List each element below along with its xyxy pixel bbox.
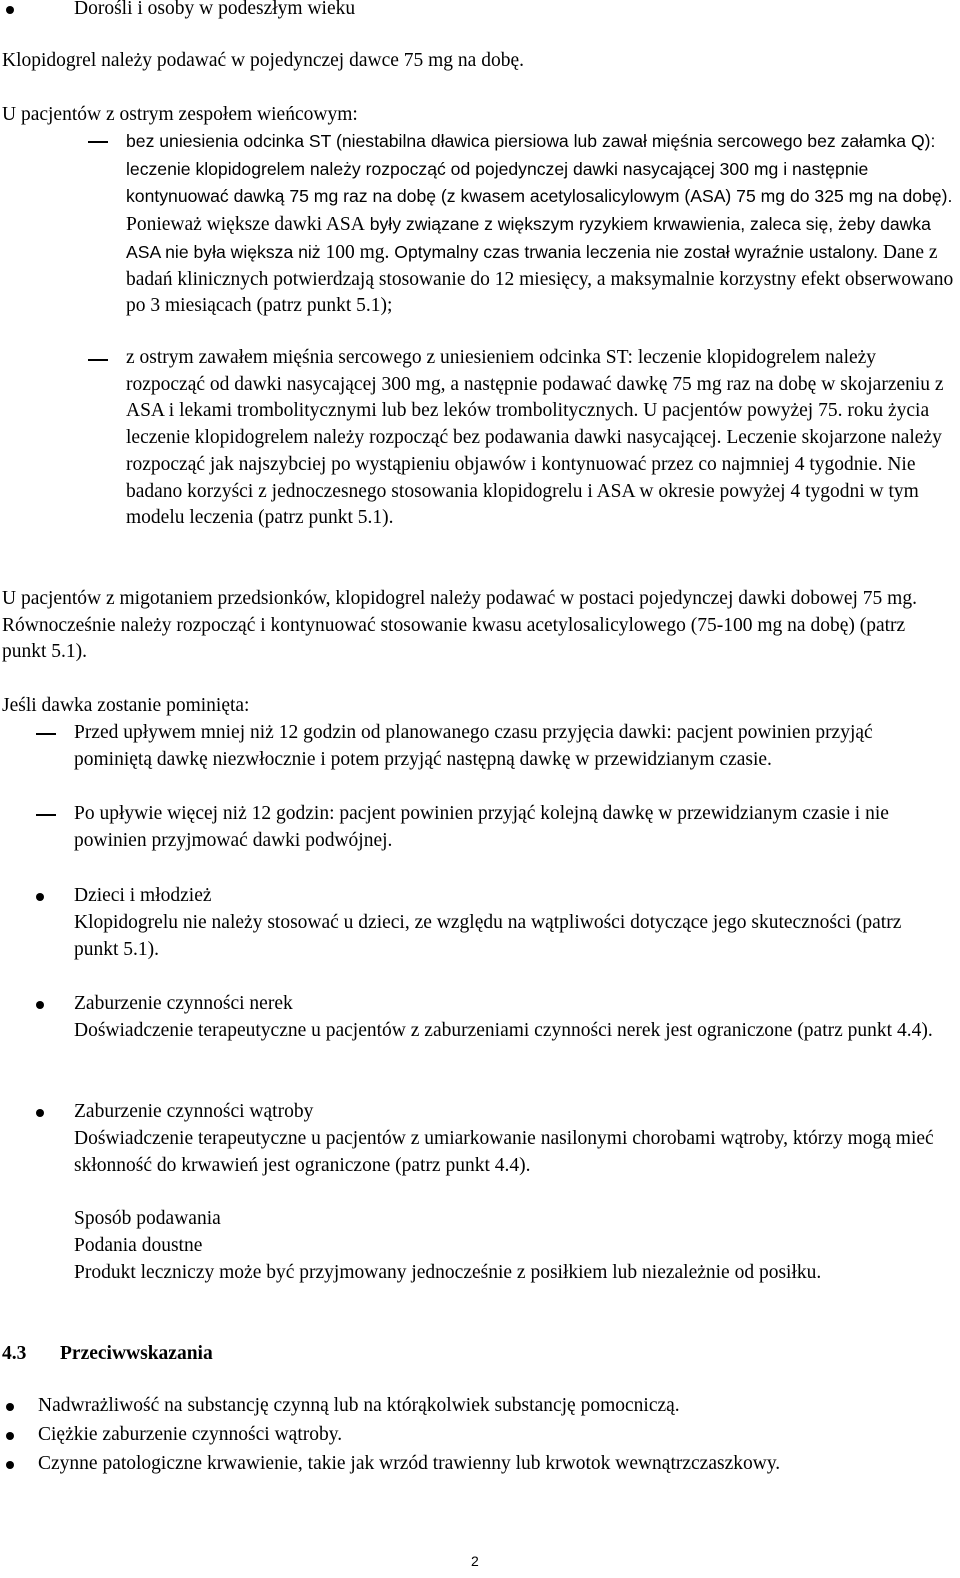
page-number: 2: [471, 1553, 479, 1569]
bullet-icon: [36, 893, 44, 901]
bullet-icon: [6, 1403, 14, 1411]
acs-intro: U pacjentów z ostrym zespołem wieńcowym:: [2, 104, 358, 125]
administration-route: Podania doustne: [74, 1235, 203, 1256]
hepatic-heading: Zaburzenie czynności wątroby: [74, 1101, 314, 1122]
section-title: Przeciwwskazania: [60, 1343, 213, 1364]
children-text: Klopidogrelu nie należy stosować u dzieci, ze względu na wątpliwości dotyczące jego skuteczności (patrz punkt 5.1).: [74, 912, 902, 960]
acs-item-nstemi: [126, 128, 954, 320]
dash-icon: [36, 733, 56, 735]
bullet-icon: [6, 6, 14, 14]
acs-item1-text-b: Ponieważ większe dawki ASA: [126, 214, 365, 236]
dash-icon: [88, 141, 108, 143]
contraindication-item: Nadwrażliwość na substancję czynną lub na którąkolwiek substancję pomocniczą.: [38, 1395, 680, 1416]
acs-item1-text-d: 100 mg.: [320, 241, 390, 263]
adult-dose-text: Klopidogrel należy podawać w pojedynczej dawce 75 mg na dobę.: [2, 50, 524, 71]
adults-heading: Dorośli i osoby w podeszłym wieku: [74, 0, 356, 19]
bullet-icon: [6, 1432, 14, 1440]
contraindication-item: Ciężkie zaburzenie czynności wątroby.: [38, 1424, 343, 1445]
missed-dose-item-2: Po upływie więcej niż 12 godzin: pacjent powinien przyjąć kolejną dawkę w przewidzianym czasie i nie powinien przyjmować dawki podwójnej.: [74, 803, 889, 851]
af-paragraph: U pacjentów z migotaniem przedsionków, klopidogrel należy podawać w postaci pojedynczej dawki dobowej 75 mg. Równocześnie należy rozpocząć i kontynuować stosowanie kwasu acetylosalicylowego (75-100 mg na dobę) (patrz punkt 5.1).: [2, 588, 917, 663]
administration-heading: Sposób podawania: [74, 1208, 221, 1229]
bullet-icon: [6, 1461, 14, 1469]
contraindication-item: Czynne patologiczne krwawienie, takie jak wrzód trawienny lub krwotok wewnątrzczaszkowy.: [38, 1453, 781, 1474]
bullet-icon: [36, 1001, 44, 1009]
hepatic-text: Doświadczenie terapeutyczne u pacjentów z umiarkowanie nasilonymi chorobami wątroby, którzy mogą mieć skłonność do krwawień jest ograniczone (patrz punkt 4.4).: [74, 1128, 934, 1176]
children-heading: Dzieci i młodzież: [74, 885, 212, 906]
missed-dose-item-1: Przed upływem mniej niż 12 godzin od planowanego czasu przyjęcia dawki: pacjent powinien przyjąć pominiętą dawkę niezwłocznie i potem przyjąć następną dawkę w przewidzianym czasie.: [74, 722, 873, 770]
renal-heading: Zaburzenie czynności nerek: [74, 993, 293, 1014]
dash-icon: [88, 359, 108, 361]
dash-icon: [36, 814, 56, 816]
acs-item1-text-e: Optymalny czas trwania leczenia nie został wyraźnie ustalony.: [389, 241, 879, 262]
acs-item-stemi: z ostrym zawałem mięśnia sercowego z uniesieniem odcinka ST: leczenie klopidogrelem należy rozpocząć od dawki nasycającej 300 mg, a następnie podawać dawkę 75 mg raz na dobę w skojarzeniu z ASA i lekami trombolitycznymi lub bez leków trombolitycznych. U pacjentów powyżej 75. roku życia leczenie klopidogrelem należy rozpocząć bez podawania dawki nasycającej. Leczenie skojarzone należy rozpocząć jak najszybciej po wystąpieniu objawów i kontynuować przez co najmniej 4 tygodnie. Nie badano korzyści z jednoczesnego stosowania klopidogrelu i ASA w okresie powyżej 4 tygodni w tym modelu leczenia (patrz punkt 5.1).: [126, 347, 944, 529]
renal-text: Doświadczenie terapeutyczne u pacjentów z zaburzeniami czynności nerek jest ograniczone (patrz punkt 4.4).: [74, 1020, 933, 1041]
section-number: 4.3: [2, 1343, 27, 1364]
missed-dose-intro: Jeśli dawka zostanie pominięta:: [2, 695, 250, 716]
bullet-icon: [36, 1109, 44, 1117]
acs-item1-text-a: bez uniesienia odcinka ST (niestabilna dławica piersiowa lub zawał mięśnia sercowego bez załamka Q): leczenie klopidogrelem należy rozpocząć od pojedynczej dawki nasycającej 300 mg i następnie kontynuować dawką 75 mg raz na dobę (z kwasem acetylosalicylowym (ASA) 75 mg do 325 mg na dobę).: [126, 131, 953, 207]
administration-text: Produkt leczniczy może być przyjmowany jednocześnie z posiłkiem lub niezależnie od posiłku.: [74, 1262, 822, 1283]
acs-item1-text-f: Dane z badań klinicznych potwierdzają stosowanie do 12 miesięcy, a maksymalnie korzystny efekt obserwowano po 3 miesiącach (patrz punkt 5.1);: [126, 241, 954, 317]
acs-item1-text-c: były związane z większym ryzykiem krwawienia, zaleca się, żeby dawka ASA nie była większa niż: [126, 214, 931, 262]
